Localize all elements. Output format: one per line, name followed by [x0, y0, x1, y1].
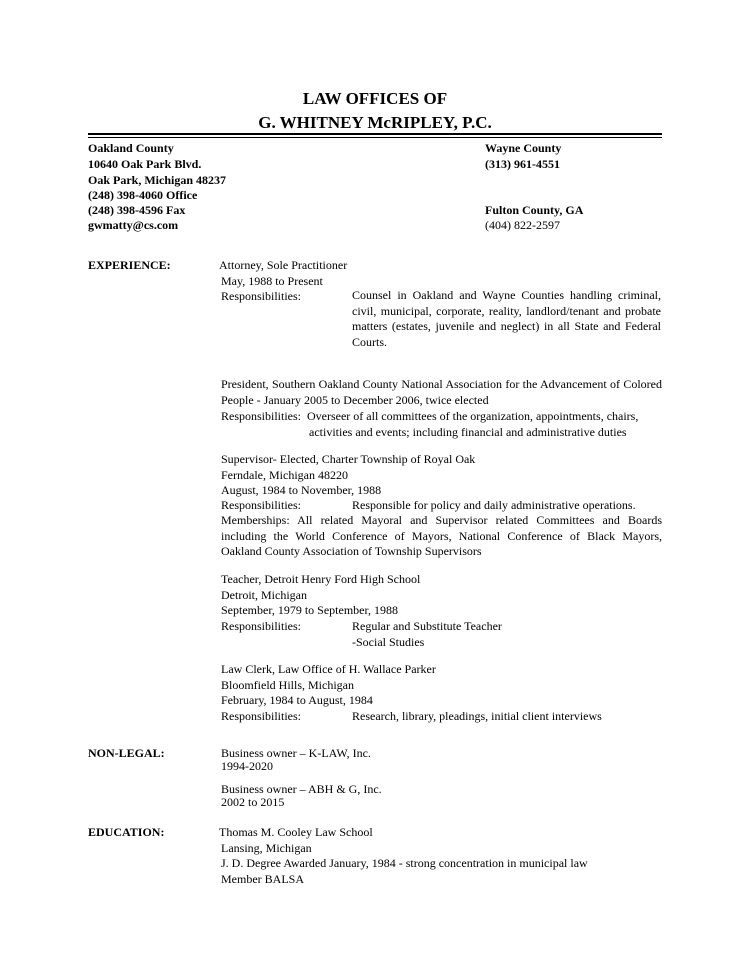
- job5-resp: Research, library, pleadings, initial client interviews: [352, 709, 602, 723]
- job3-location: Ferndale, Michigan 48220: [221, 468, 348, 482]
- education-member: Member BALSA: [221, 872, 304, 886]
- contact-fulton-county: Fulton County, GA: [485, 203, 584, 217]
- job5-location: Bloomfield Hills, Michigan: [221, 678, 354, 692]
- header-rule-thick: [88, 133, 662, 135]
- business1-title: Business owner – K-LAW, Inc.: [221, 746, 371, 760]
- job2-resp-line1: Overseer of all committees of the organization, appointments, chairs,: [307, 409, 639, 423]
- job4-resp-line2: -Social Studies: [352, 635, 425, 649]
- job1-resp-label: Responsibilities:: [221, 289, 302, 303]
- job3-resp: Responsible for policy and daily administrative operations.: [352, 498, 636, 512]
- experience-heading: EXPERIENCE:: [88, 258, 171, 272]
- job2-title: President, Southern Oakland County National Association for the Advancement of Colored People - January 2005 to December 2006, twice elected: [221, 377, 662, 407]
- header-rule-thin: [88, 137, 662, 138]
- contact-wayne-county: Wayne County: [485, 141, 562, 155]
- letterhead-title-line1: LAW OFFICES OF: [302, 89, 448, 108]
- contact-email: gwmatty@cs.com: [88, 218, 179, 232]
- job3-dates: August, 1984 to November, 1988: [221, 483, 382, 497]
- job4-resp-label: Responsibilities:: [221, 619, 302, 633]
- job3-title: Supervisor- Elected, Charter Township of Royal Oak: [221, 452, 476, 466]
- job4-resp-line1: Regular and Substitute Teacher: [352, 619, 502, 633]
- job1-title: Attorney, Sole Practitioner: [219, 258, 348, 272]
- job1-dates: May, 1988 to Present: [221, 274, 323, 288]
- job1-resp: Counsel in Oakland and Wayne Counties handling criminal, civil, municipal, corporate, reality, landlord/tenant and probate matters (estates, juvenile and neglect) in all State and Federal Courts.: [352, 288, 661, 349]
- job3-resp-label: Responsibilities:: [221, 498, 302, 512]
- contact-fulton-phone: (404) 822-2597: [485, 218, 560, 232]
- contact-street: 10640 Oak Park Blvd.: [88, 157, 202, 171]
- job5-resp-label: Responsibilities:: [221, 709, 302, 723]
- business2-dates: 2002 to 2015: [221, 795, 285, 809]
- contact-city: Oak Park, Michigan 48237: [88, 173, 227, 187]
- education-school: Thomas M. Cooley Law School: [219, 825, 373, 839]
- contact-wayne-phone: (313) 961-4551: [485, 157, 560, 171]
- job4-title: Teacher, Detroit Henry Ford High School: [221, 572, 421, 586]
- job4-dates: September, 1979 to September, 1988: [221, 603, 399, 617]
- job5-title: Law Clerk, Law Office of H. Wallace Parker: [221, 662, 436, 676]
- business1-dates: 1994-2020: [221, 759, 273, 773]
- education-degree: J. D. Degree Awarded January, 1984 - strong concentration in municipal law: [221, 856, 588, 870]
- letterhead-title-line2: G. WHITNEY McRIPLEY, P.C.: [258, 113, 492, 132]
- business2-title: Business owner – ABH & G, Inc.: [221, 782, 382, 796]
- education-location: Lansing, Michigan: [221, 841, 312, 855]
- education-heading: EDUCATION:: [88, 825, 165, 839]
- contact-office-phone: (248) 398-4060 Office: [88, 188, 198, 202]
- contact-fax: (248) 398-4596 Fax: [88, 203, 186, 217]
- job4-location: Detroit, Michigan: [221, 588, 307, 602]
- job2-resp-line2: activities and events; including financial and administrative duties: [309, 425, 627, 439]
- job5-dates: February, 1984 to August, 1984: [221, 693, 373, 707]
- contact-oakland-county: Oakland County: [88, 141, 174, 155]
- job3-memberships: Memberships: All related Mayoral and Supervisor related Committees and Boards including the World Conference of Mayors, National Conference of Black Mayors, Oakland County Association of Township Supervisors: [221, 513, 662, 559]
- job2-resp-label: Responsibilities:: [221, 409, 302, 423]
- non-legal-heading: NON-LEGAL:: [88, 746, 165, 760]
